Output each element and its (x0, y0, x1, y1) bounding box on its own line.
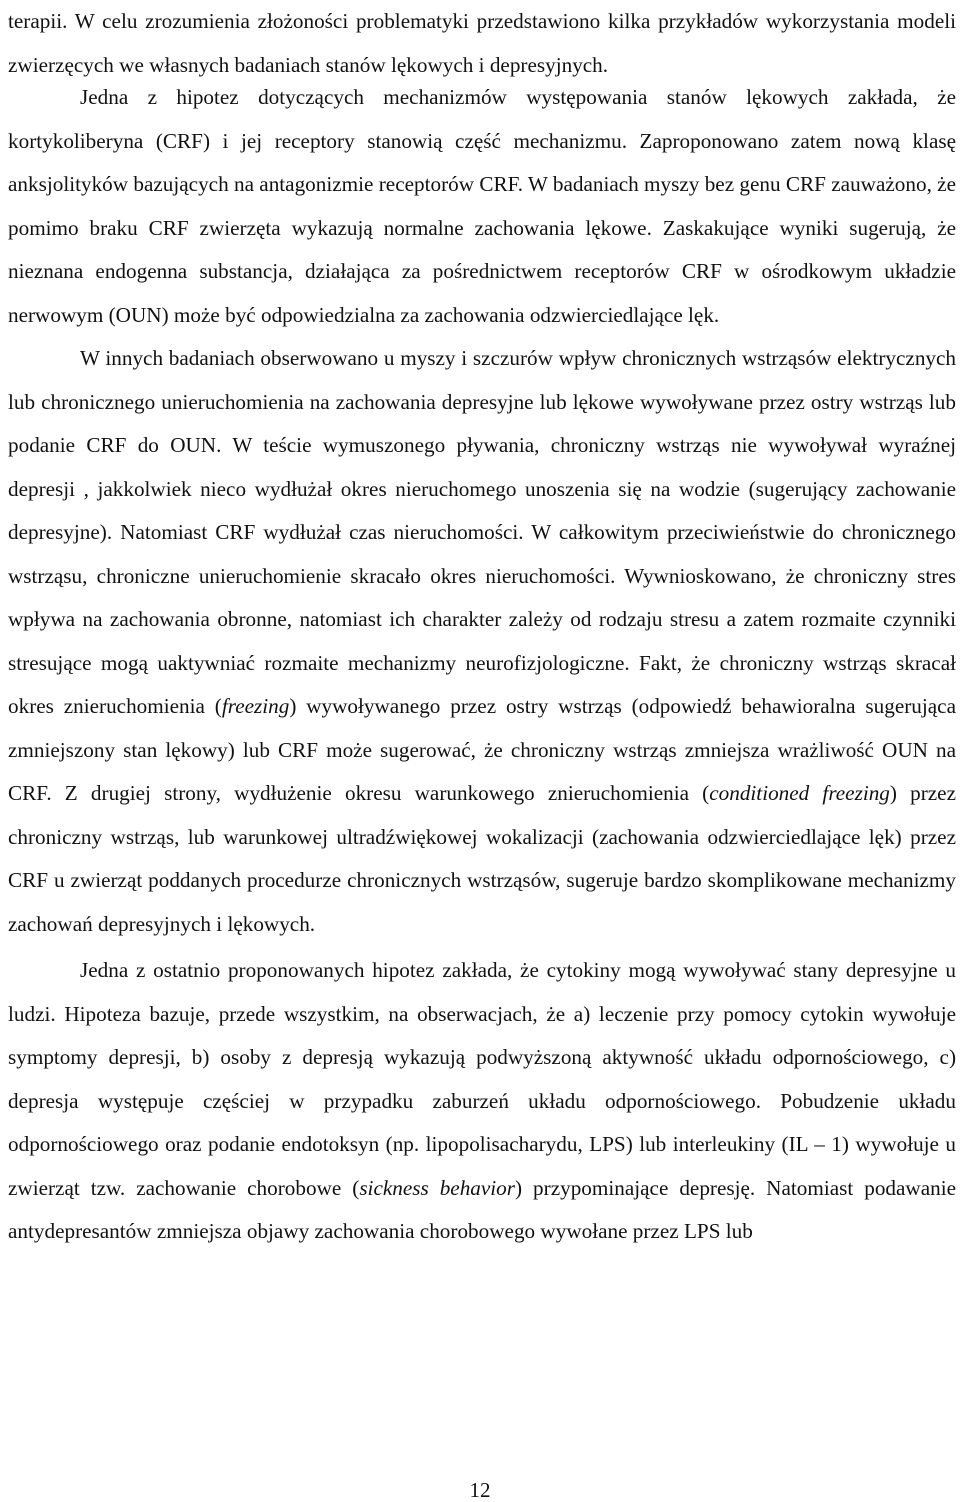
italic-term-freezing: freezing (221, 694, 290, 718)
italic-term-sickness-behavior: sickness behavior (359, 1175, 516, 1200)
paragraph-continuation: terapii. W celu zrozumienia złożoności problematyki przedstawiono kilka przykładów wykorzystania modeli zwierzęcych we własnych badaniach stanów lękowych i depresyjnych. (8, 9, 956, 77)
page-number: 12 (469, 1478, 491, 1502)
paragraph-text-segment: W innych badaniach obserwowano u myszy i szczurów wpływ chronicznych wstrząsów elektrycznych lub chronicznego unieruchomienia na zachowania depresyjne lub lękowe wywoływane przez ostry wstrząs lub podanie CRF do OUN. W teście wymuszonego pływania, chroniczny wstrząs nie wywoływał wyraźnej depresji , jakkolwiek nieco wydłużał okres nieruchomego unoszenia się na wodzie (sugerujący zachowanie depresyjne). Natomiast CRF wydłużał czas nieruchomości. W całkowitym przeciwieństwie do chronicznego wstrząsu, chroniczne unieruchomienie skracało okres nieruchomości. Wywnioskowano, że chroniczny stres wpływa na zachowania obronne, natomiast ich charakter zależy od rodzaju stresu a zatem rozmaite czynniki stresujące mogą uaktywniać rozmaite mechanizmy neurofizjologiczne. Fakt, że chroniczny wstrząs skracał okres znieruchomienia ( (8, 346, 956, 718)
paragraph-text-segment: Jedna z ostatnio proponowanych hipotez zakłada, że cytokiny mogą wywoływać stany depresyjne u ludzi. Hipoteza bazuje, przede wszystkim, na obserwacjach, że a) leczenie przy pomocy cytokin wywołuje symptomy depresji, b) osoby z depresją wykazują podwyższoną aktywność układu odpornościowego, c) depresja występuje częściej w przypadku zaburzeń układu odpornościowego. Pobudzenie układu odpornościowego oraz podanie endotoksyn (np. lipopolisacharydu, LPS) lub interleukiny (IL – 1) wywołuje u zwierząt tzw. zachowanie chorobowe ( (8, 958, 956, 1200)
paragraph-crf-hypothesis: Jedna z hipotez dotyczących mechanizmów występowania stanów lękowych zakłada, że kortykoliberyna (CRF) i jej receptory stanowią część mechanizmu. Zaproponowano zatem nową klasę anksjolityków bazujących na antagonizmie receptorów CRF. W badaniach myszy bez genu CRF zauważono, że pomimo braku CRF zwierzęta wykazują normalne zachowania lękowe. Zaskakujące wyniki sugerują, że nieznana endogenna substancja, działająca za pośrednictwem receptorów CRF w ośrodkowym układzie nerwowym (OUN) może być odpowiedzialna za zachowania odzwierciedlające lęk. (8, 85, 956, 327)
italic-term-conditioned-freezing: conditioned freezing (709, 781, 890, 805)
paragraph-text-segment: ) przypominające depresję. Natomiast podawanie antydepresantów zmniejsza objawy zachowania chorobowego wywołane przez LPS lub (8, 1175, 956, 1243)
paragraph-text-segment: ) wywoływanego przez ostry wstrząs (odpowiedź behawioralna sugerująca zmniejszony stan lękowy) lub CRF może sugerować, że chroniczny wstrząs zmniejsza wrażliwość OUN na CRF. Z drugiej strony, wydłużenie okresu warunkowego znieruchomienia ( (8, 694, 956, 805)
paragraph-chronic-stress (8, 337, 956, 946)
paragraph-text-segment: ) przez chroniczny wstrząs, lub warunkowej ultradźwiękowej wokalizacji (zachowania odzwierciedlające lęk) przez CRF u zwierząt poddanych procedurze chronicznych wstrząsów, sugeruje bardzo skomplikowane mechanizmy zachowań depresyjnych i lękowych. (8, 781, 956, 936)
document-page (8, 0, 956, 1254)
paragraph-cytokine-hypothesis (8, 949, 956, 1254)
